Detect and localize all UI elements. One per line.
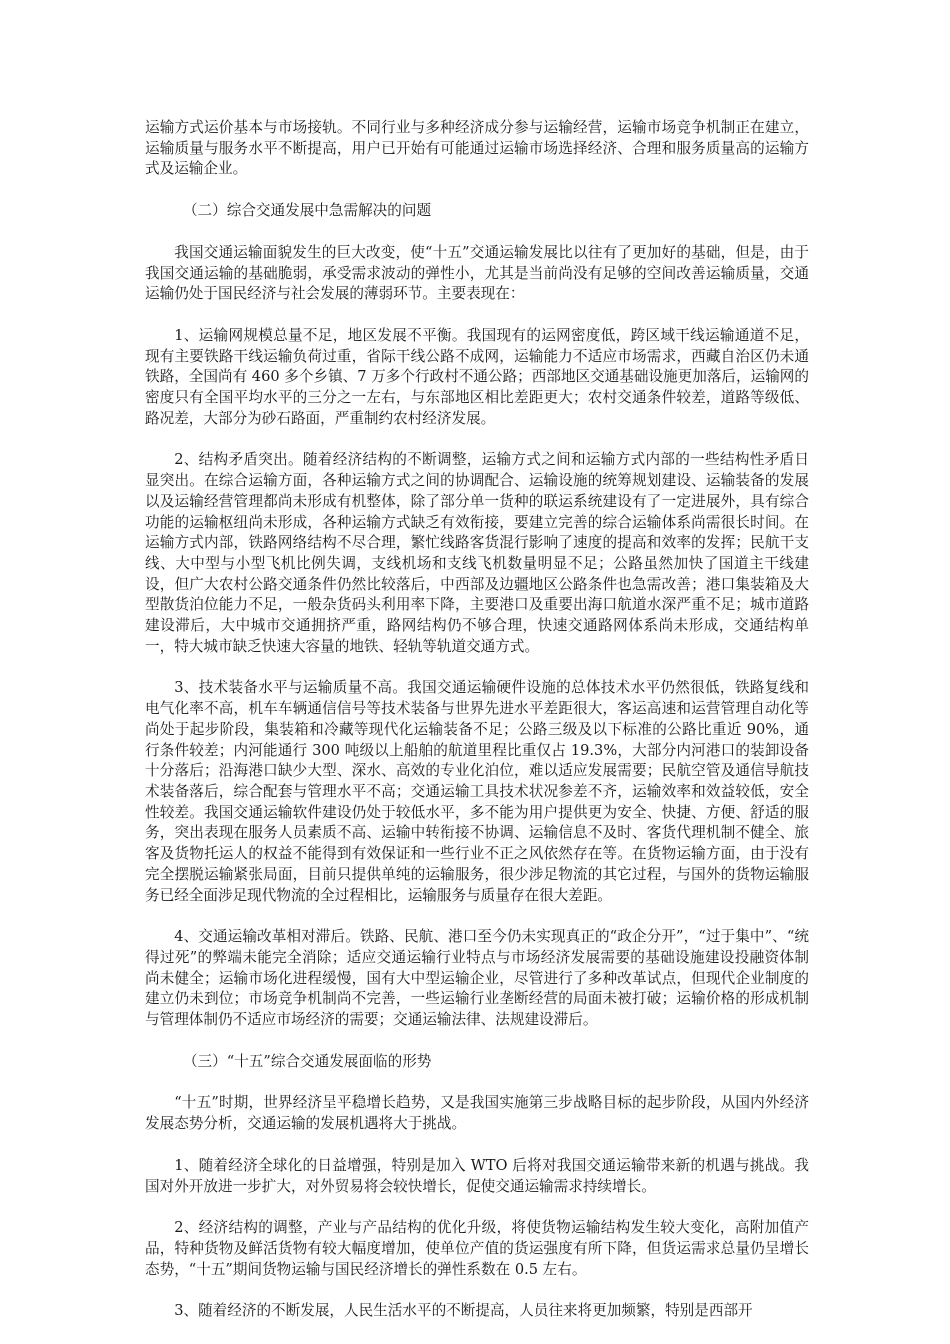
- section2-item-3: 3、技术装备水平与运输质量不高。我国交通运输硬件设施的总体技术水平仍然很低，铁路复线和电气化率不高，机车车辆通信信号等技术装备与世界先进水平差距很大，客运高速和运营管理自动化等尚处于起步阶段，集装箱和冷藏等现代化运输装备不足；公路三级及以下标准的公路比重近 90%，通行条件较差；内河能通行 300 吨级以上船舶的航道里程比重仅占 19.3%，大部分内河港口的装卸设备十分落后；沿海港口缺少大型、深水、高效的专业化泊位，难以适应发展需要；民航空管及通信导航技术装备落后，综合配套与管理水平不高；交通运输工具技术状况参差不齐，运输效率和效益较低，安全性较差。我国交通运输软件建设仍处于较低水平，多不能为用户提供更为安全、快捷、方便、舒适的服务，突出表现在服务人员素质不高、运输中转衔接不协调、运输信息不及时、客货代理机制不健全、旅客及货物托运人的权益不能得到有效保证和一些行业不正之风依然存在等。在货物运输方面，由于没有完全摆脱运输紧张局面，目前只提供单纯的运输服务，很少涉足物流的其它过程，与国外的货物运输服务已经全面涉足现代物流的全过程相比，运输服务与质量存在很大差距。: [145, 679, 809, 904]
- section2-item-4: 4、交通运输改革相对滞后。铁路、民航、港口至今仍未实现真正的“政企分开”，“过于集中”、“统得过死”的弊端未能完全消除；适应交通运输行业特点与市场经济发展需要的基础设施建设投融资体制尚未健全；运输市场化进程缓慢，国有大中型运输企业，尽管进行了多种改革试点，但现代企业制度的建立仍未到位；市场竞争机制尚不完善，一些运输行业垄断经营的局面未被打破；运输价格的形成机制与管理体制仍不适应市场经济的需要；交通运输法律、法规建设滞后。: [145, 928, 809, 1029]
- section2-item-1: 1、运输网规模总量不足，地区发展不平衡。我国现有的运网密度低，跨区域干线运输通道不足，现有主要铁路干线运输负荷过重，省际干线公路不成网，运输能力不适应市场需求，西藏自治区仍未通铁路，全国尚有 460 多个乡镇、7 万多个行政村不通公路；西部地区交通基础设施更加落后，运输网的密度只有全国平均水平的三分之一左右，与东部地区相比差距更大；农村交通条件较差，道路等级低、路况差，大部分为砂石路面，严重制约农村经济发展。: [145, 326, 809, 427]
- section3-intro: “十五”时期，世界经济呈平稳增长趋势，又是我国实施第三步战略目标的起步阶段，从国内外经济发展态势分析，交通运输的发展机遇将大于挑战。: [145, 1094, 809, 1133]
- continued-paragraph: 运输方式运价基本与市场接轨。不同行业与多种经济成分参与运输经营，运输市场竞争机制正在建立，运输质量与服务水平不断提高，用户已开始有可能通过运输市场选择经济、合理和服务质量高的运输方式及运输企业。: [145, 119, 809, 178]
- section3-item-1: 1、随着经济全球化的日益增强，特别是加入 WTO 后将对我国交通运输带来新的机遇与挑战。我国对外开放进一步扩大，对外贸易将会较快增长，促使交通运输需求持续增长。: [145, 1156, 809, 1195]
- section2-heading: （二）综合交通发展中急需解决的问题: [182, 202, 432, 220]
- section3-item-2: 2、经济结构的调整，产业与产品结构的优化升级，将使货物运输结构发生较大变化，高附加值产品，特种货物及鲜活货物有较大幅度增加，使单位产值的货运强度有所下降，但货运需求总量仍呈增长态势，“十五”期间货物运输与国民经济增长的弹性系数在 0.5 左右。: [145, 1219, 809, 1278]
- section3-item-3: 3、随着经济的不断发展，人民生活水平的不断提高，人员往来将更加频繁，特别是西部开: [174, 1302, 753, 1320]
- section2-intro: 我国交通运输面貌发生的巨大改变，使“十五”交通运输发展比以往有了更加好的基础，但是，由于我国交通运输的基础脆弱，承受需求波动的弹性小，尤其是当前尚没有足够的空间改善运输质量，交通运输仍处于国民经济与社会发展的薄弱环节。主要表现在：: [145, 243, 809, 303]
- section3-heading: （三）“十五”综合交通发展面临的形势: [182, 1052, 432, 1070]
- section2-item-2: 2、结构矛盾突出。随着经济结构的不断调整，运输方式之间和运输方式内部的一些结构性矛盾日显突出。在综合运输方面，各种运输方式之间的协调配合、运输设施的统筹规划建设、运输装备的发展以及运输经营管理都尚未形成有机整体，除了部分单一货种的联运系统建设有了一定进展外，具有综合功能的运输枢纽尚未形成，各种运输方式缺乏有效衔接，要建立完善的综合运输体系尚需很长时间。在运输方式内部，铁路网络结构不尽合理，繁忙线路客货混行影响了速度的提高和效率的发挥；民航干支线、大中型与小型飞机比例失调，支线机场和支线飞机数量明显不足；公路虽然加快了国道主干线建设，但广大农村公路交通条件仍然比较落后，中西部及边疆地区公路条件也急需改善；港口集装箱及大型散货泊位能力不足，一般杂货码头利用率下降，主要港口及重要出海口航道水深严重不足；城市道路建设滞后，大中城市交通拥挤严重，路网结构仍不够合理，快速交通路网体系尚未形成，交通结构单一，特大城市缺乏快速大容量的地铁、轻轨等轨道交通方式。: [145, 451, 809, 655]
